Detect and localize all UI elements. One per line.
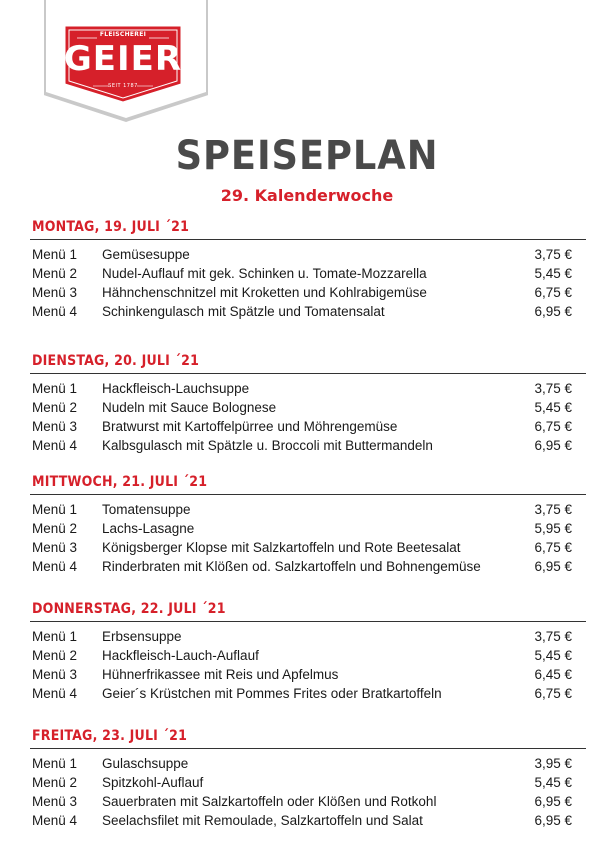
- menu-row: [30, 557, 586, 576]
- dish-name: Hühnerfrikassee mit Reis und Apfelmus: [102, 667, 339, 682]
- menu-row: [30, 500, 586, 519]
- price: 6,75 €: [534, 419, 572, 434]
- menu-row: [30, 519, 586, 538]
- menu-row: [30, 417, 586, 436]
- price: 3,95 €: [534, 756, 572, 771]
- logo-name: GEIER: [63, 39, 183, 79]
- dish-name: Spitzkohl-Auflauf: [102, 775, 204, 790]
- menu-number: Menü 2: [32, 400, 78, 415]
- dish-name: Hackfleisch-Lauchsuppe: [102, 381, 250, 396]
- price: 6,75 €: [534, 540, 572, 555]
- menu-row: [30, 792, 586, 811]
- menu-number: Menü 1: [32, 247, 78, 262]
- dish-name: Nudeln mit Sauce Bolognese: [102, 400, 277, 415]
- menu-number: Menü 1: [32, 629, 78, 644]
- dish-name: Hackfleisch-Lauch-Auflauf: [102, 648, 259, 663]
- dish-name: Gemüsesuppe: [102, 247, 190, 262]
- price: 6,95 €: [534, 794, 572, 809]
- dish-name: Schinkengulasch mit Spätzle und Tomatensalat: [102, 304, 385, 319]
- price: 6,95 €: [534, 438, 572, 453]
- price: 3,75 €: [534, 629, 572, 644]
- menu-number: Menü 2: [32, 266, 78, 281]
- price: 5,45 €: [534, 775, 572, 790]
- menu-number: Menü 3: [32, 285, 78, 300]
- menu-row: [30, 264, 586, 283]
- day-section-friday: [30, 727, 586, 830]
- page-subtitle: 29. Kalenderwoche: [220, 186, 394, 205]
- menu-number: Menü 3: [32, 667, 78, 682]
- menu-row: [30, 627, 586, 646]
- price: 6,95 €: [534, 304, 572, 319]
- menu-number: Menü 2: [32, 775, 78, 790]
- price: 3,75 €: [534, 247, 572, 262]
- price: 3,75 €: [534, 502, 572, 517]
- menu-number: Menü 2: [32, 521, 78, 536]
- price: 5,95 €: [534, 521, 572, 536]
- menu-row: [30, 773, 586, 792]
- menu-row: [30, 665, 586, 684]
- dish-name: Nudel-Auflauf mit gek. Schinken u. Tomate-Mozzarella: [102, 266, 427, 281]
- menu-number: Menü 1: [32, 502, 78, 517]
- dish-name: Hähnchenschnitzel mit Kroketten und Kohlrabigemüse: [102, 285, 427, 300]
- day-header: MITTWOCH, 21. JULI ´21: [30, 473, 586, 495]
- price: 6,95 €: [534, 813, 572, 828]
- menu-number: Menü 4: [32, 559, 78, 574]
- menu-number: Menü 2: [32, 648, 78, 663]
- dish-name: Geier´s Krüstchen mit Pommes Frites oder Bratkartoffeln: [102, 686, 442, 701]
- menu-row: [30, 436, 586, 455]
- day-header: MONTAG, 19. JULI ´21: [30, 218, 586, 240]
- dish-name: Tomatensuppe: [102, 502, 191, 517]
- menu-row: [30, 684, 586, 703]
- menu-row: [30, 283, 586, 302]
- menu-row: [30, 398, 586, 417]
- dish-name: Königsberger Klopse mit Salzkartoffeln und Rote Beetesalat: [102, 540, 461, 555]
- page-title: SPEISEPLAN: [175, 133, 439, 179]
- logo-top-text: FLEISCHEREI: [99, 31, 147, 38]
- day-header: FREITAG, 23. JULI ´21: [30, 727, 586, 749]
- dish-name: Seelachsfilet mit Remoulade, Salzkartoffeln und Salat: [102, 813, 423, 828]
- dish-name: Rinderbraten mit Klößen od. Salzkartoffeln und Bohnengemüse: [102, 559, 481, 574]
- menu-number: Menü 4: [32, 438, 78, 453]
- menu-number: Menü 4: [32, 304, 78, 319]
- logo-since-text: SEIT 1787: [108, 83, 138, 89]
- menu-number: Menü 3: [32, 540, 78, 555]
- price: 6,75 €: [534, 285, 572, 300]
- dish-name: Sauerbraten mit Salzkartoffeln oder Klößen und Rotkohl: [102, 794, 437, 809]
- price: 5,45 €: [534, 648, 572, 663]
- day-header: DIENSTAG, 20. JULI ´21: [30, 352, 586, 374]
- dish-name: Erbsensuppe: [102, 629, 182, 644]
- day-section-monday: [30, 218, 586, 321]
- menu-row: [30, 302, 586, 321]
- day-section-tuesday: [30, 352, 586, 455]
- price: 6,95 €: [534, 559, 572, 574]
- menu-row: [30, 754, 586, 773]
- menu-row: [30, 811, 586, 830]
- menu-row: [30, 245, 586, 264]
- menu-number: Menü 4: [32, 686, 78, 701]
- menu-row: [30, 538, 586, 557]
- menu-number: Menü 1: [32, 756, 78, 771]
- price: 6,45 €: [534, 667, 572, 682]
- price: 3,75 €: [534, 381, 572, 396]
- day-header: DONNERSTAG, 22. JULI ´21: [30, 600, 586, 622]
- menu-row: [30, 379, 586, 398]
- price: 6,75 €: [534, 686, 572, 701]
- dish-name: Gulaschsuppe: [102, 756, 189, 771]
- price: 5,45 €: [534, 266, 572, 281]
- menu-number: Menü 3: [32, 794, 78, 809]
- day-section-wednesday: [30, 473, 586, 576]
- menu-number: Menü 1: [32, 381, 78, 396]
- price: 5,45 €: [534, 400, 572, 415]
- dish-name: Bratwurst mit Kartoffelpürree und Möhrengemüse: [102, 419, 398, 434]
- day-section-thursday: [30, 600, 586, 703]
- menu-number: Menü 4: [32, 813, 78, 828]
- dish-name: Lachs-Lasagne: [102, 521, 195, 536]
- menu-row: [30, 646, 586, 665]
- dish-name: Kalbsgulasch mit Spätzle u. Broccoli mit Buttermandeln: [102, 438, 433, 453]
- menu-number: Menü 3: [32, 419, 78, 434]
